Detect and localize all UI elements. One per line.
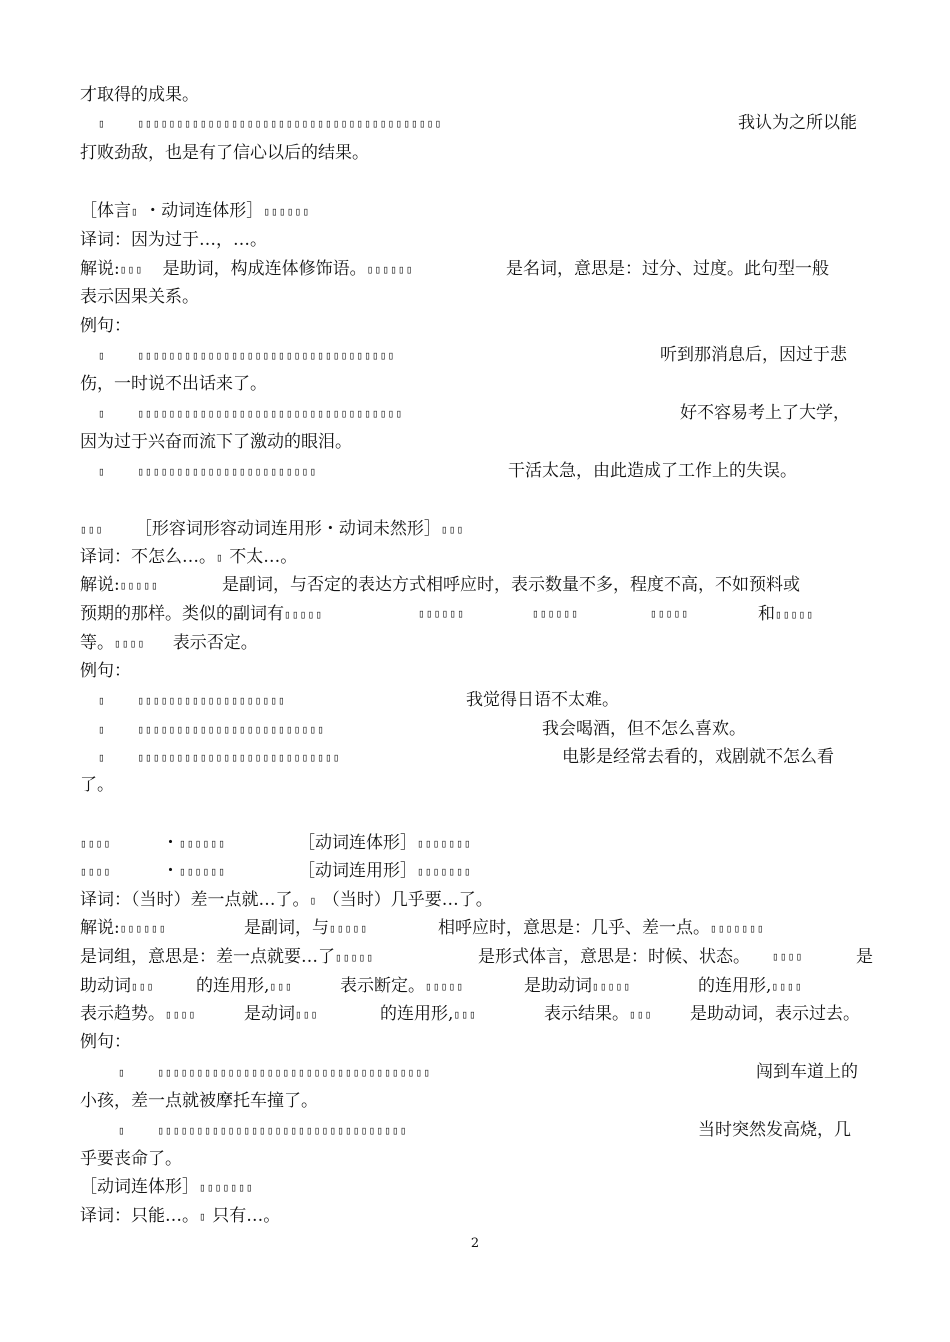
missing-glyph-run: ▯▯▯▯▯▯▯: [710, 922, 765, 935]
missing-glyph-run: ▯▯▯▯▯▯▯▯▯▯▯▯▯▯▯▯▯▯▯▯▯▯▯▯▯▯▯▯▯▯▯▯▯▯▯: [157, 1066, 432, 1079]
missing-glyph-run: ▯▯▯▯▯▯▯: [199, 1181, 254, 1194]
missing-glyph-run: ▯▯▯▯▯▯: [119, 922, 167, 935]
missing-glyph-run: ▯▯▯▯▯▯: [532, 607, 579, 620]
missing-glyph-run: ▯▯▯: [440, 523, 465, 536]
heading-text: ［动词连体形］: [80, 1177, 199, 1197]
missing-glyph-run: ▯▯▯▯▯: [335, 951, 375, 964]
yi-text: 只有…。: [212, 1206, 281, 1226]
missing-glyph-run: ▯▯▯▯▯▯▯: [417, 865, 472, 878]
text-line: [80, 286, 872, 308]
explanation-text: 的连用形,▯▯▯▯: [698, 976, 803, 996]
missing-glyph-run: ▯▯▯▯▯▯: [263, 205, 311, 218]
example-sentence: [80, 1061, 872, 1084]
missing-glyph-run: ▯▯▯▯: [165, 1008, 197, 1021]
explanation-text: 相呼应时，意思是：几乎、差一点。▯▯▯▯▯▯▯: [438, 918, 765, 938]
yi-text: 译词：只能…。: [80, 1206, 199, 1226]
heading-sep: ・▯▯▯▯▯▯: [162, 861, 226, 881]
missing-glyph-run: ▯▯▯: [453, 1008, 477, 1021]
explanation-text: 是动词▯▯▯: [244, 1004, 319, 1024]
translation-text: 电影是经常去看的，戏剧就不怎么看: [562, 747, 834, 767]
explanation-text: 表示否定。: [172, 633, 258, 653]
explanation-text: 表示结果。▯▯▯: [544, 1004, 653, 1024]
missing-glyph-bullet: ▯: [118, 1066, 126, 1079]
translation-text: 乎要丧命了。: [80, 1149, 182, 1169]
translation-text: 我会喝酒，但不怎么喜欢。: [542, 719, 746, 739]
example-sentence: [80, 1119, 872, 1142]
missing-glyph-run: ▯▯▯▯▯▯: [179, 865, 226, 878]
example-label: 例句：: [80, 1032, 131, 1052]
missing-glyph-bullet: ▯: [98, 407, 106, 420]
missing-glyph: ▯: [131, 205, 139, 218]
missing-glyph-run: ▯▯▯▯▯: [425, 980, 465, 993]
text-line: [80, 142, 872, 164]
heading-text: ［形容词形容动词连用形・动词未然形］: [134, 519, 441, 539]
missing-glyph-run: ▯▯▯▯▯: [592, 980, 632, 993]
example-sentence: [80, 718, 872, 741]
translation-text: 听到那消息后，因过于悲: [660, 345, 847, 365]
example-label: 例句：: [80, 661, 131, 681]
missing-glyph-run: ▯▯▯▯: [772, 950, 804, 963]
missing-glyph-run: ▯▯▯▯▯▯▯▯▯▯▯▯▯▯▯▯▯▯▯▯▯▯▯▯▯▯▯▯▯▯▯▯▯▯▯▯▯▯▯: [137, 117, 443, 130]
missing-glyph-run: ▯▯▯▯▯: [119, 579, 159, 592]
missing-glyph: ▯: [216, 551, 224, 564]
missing-glyph-run: ▯▯▯: [269, 980, 293, 993]
explanation-line: [80, 917, 872, 940]
heading-text: ［动词连用形］▯▯▯▯▯▯▯: [298, 861, 472, 881]
translation-text: 我觉得日语不太难。: [466, 690, 619, 710]
missing-glyph-run: ▯▯▯▯: [114, 637, 146, 650]
text-line: [80, 431, 872, 453]
pattern-heading: [80, 518, 872, 541]
pattern-heading: [80, 832, 872, 855]
translation-text: 因为过于兴奋而流下了激动的眼泪。: [80, 432, 352, 452]
missing-glyph-bullet: ▯: [98, 465, 106, 478]
missing-glyph-run: ▯▯▯▯▯: [284, 608, 324, 621]
explanation-text: 是副词，与▯▯▯▯▯: [244, 918, 369, 938]
missing-glyph: ▯: [309, 894, 318, 907]
explanation-line: [80, 574, 872, 597]
missing-glyph-run: ▯▯▯▯▯▯▯▯▯▯▯▯▯▯▯▯▯▯▯▯▯▯▯: [137, 465, 318, 478]
missing-glyph-run: ▯▯▯▯▯: [329, 922, 369, 935]
explanation-text: 表示断定。▯▯▯▯▯: [340, 976, 465, 996]
explanation-text: 是助动词，表示过去。: [690, 1004, 860, 1024]
explanation-line: [80, 946, 872, 969]
example-sentence: [80, 112, 872, 135]
missing-glyph-run: ▯▯▯▯▯▯: [366, 263, 414, 276]
explanation-text: 是形式体言，意思是：时候、状态。: [478, 947, 750, 967]
explanation-text: 是名词，意思是：过分、过度。此句型一般: [506, 259, 829, 279]
yi-text: 译词：因为过于…，…。: [80, 230, 267, 250]
translation-text: 当时突然发高烧，几: [698, 1120, 851, 1140]
missing-glyph-run: ▯▯▯: [119, 263, 144, 276]
missing-glyph-run: ▯▯▯▯▯▯▯: [417, 837, 472, 850]
missing-glyph-run: ▯▯▯: [131, 980, 155, 993]
translation-line: [80, 1205, 872, 1228]
translation-text: 我认为之所以能: [738, 113, 857, 133]
text-line: [80, 1031, 872, 1053]
text-line: [80, 1090, 872, 1112]
example-label: 例句：: [80, 316, 131, 336]
missing-glyph-run: ▯▯▯▯▯▯▯▯▯▯▯▯▯▯▯▯▯▯▯▯▯▯▯▯▯▯▯▯▯▯▯▯▯▯: [137, 407, 404, 420]
missing-glyph-bullet: ▯: [98, 694, 106, 707]
translation-text: 打败劲敌，也是有了信心以后的结果。: [80, 143, 369, 163]
missing-glyph-bullet: ▯: [118, 1124, 126, 1137]
example-sentence: [80, 460, 872, 483]
label: 解说:: [80, 918, 120, 938]
pattern-heading: [80, 860, 872, 883]
missing-glyph-run: ▯▯▯▯▯▯▯▯▯▯▯▯▯▯▯▯▯▯▯▯▯▯▯▯▯▯: [137, 751, 341, 764]
translation-text: 小孩，差一点就被摩托车撞了。: [80, 1091, 318, 1111]
missing-glyph-run: ▯▯▯▯▯: [775, 608, 815, 621]
explanation-text: 助动词: [80, 976, 131, 996]
and-text: 和▯▯▯▯▯: [758, 604, 815, 624]
missing-glyph-run: ▯▯▯▯▯▯▯▯▯▯▯▯▯▯▯▯▯▯▯▯▯▯▯▯▯▯▯▯▯▯▯▯: [157, 1124, 408, 1137]
missing-glyph-run: ▯▯▯▯: [771, 980, 803, 993]
example-sentence: [80, 689, 872, 712]
yi-text: 译词：（当时）差一点就…了。: [80, 890, 310, 910]
example-sentence: [80, 746, 872, 769]
explanation-text: 是助词，构成连体修饰语。: [162, 259, 367, 279]
explanation-text: 等。: [80, 633, 114, 653]
translation-text: 伤，一时说不出话来了。: [80, 374, 267, 394]
explanation-text: 是副词，与否定的表达方式相呼应时，表示数量不多，程度不高，不如预料或: [222, 575, 800, 595]
explanation-line: [80, 1003, 872, 1026]
missing-glyph-run: ▯▯▯: [80, 523, 104, 536]
missing-glyph-run: ▯▯▯▯: [80, 865, 112, 878]
translation-line: [80, 546, 872, 569]
heading-text: ［体言: [80, 201, 131, 221]
text-line: [80, 660, 872, 682]
missing-glyph: ▯: [199, 1210, 207, 1223]
yi-text: 不太…。: [229, 547, 298, 567]
translation-text: 闯到车道上的: [756, 1062, 858, 1082]
explanation-text: 的连用形,▯▯▯: [196, 976, 293, 996]
missing-glyph-run: ▯▯▯▯▯▯: [179, 837, 226, 850]
explanation-line: [80, 632, 872, 655]
missing-glyph-bullet: ▯: [98, 723, 106, 736]
missing-glyph-bullet: ▯: [98, 751, 106, 764]
label: 解说:: [80, 575, 120, 595]
explanation-text: 预期的那样。类似的副词有: [80, 604, 284, 624]
explanation-text: 是: [856, 947, 873, 967]
yi-text: （当时）几乎要…了。: [322, 890, 493, 910]
yi-text: 译词：不怎么…。: [80, 547, 216, 567]
translation-text: 了。: [80, 775, 114, 795]
heading-text: ［动词连体形］▯▯▯▯▯▯▯: [298, 833, 472, 853]
text-line: [80, 315, 872, 337]
page-number: 2: [470, 1236, 480, 1251]
missing-glyph-run: ▯▯▯▯▯: [650, 607, 690, 620]
explanation-text: 是助动词▯▯▯▯▯: [524, 976, 632, 996]
heading-text: ・动词连体形］: [144, 201, 264, 221]
translation-line: [80, 889, 872, 912]
missing-glyph-run: ▯▯▯: [629, 1008, 653, 1021]
paragraph-text: 才取得的成果。: [80, 85, 199, 105]
explanation-line: [80, 975, 872, 998]
pattern-heading: [80, 1176, 872, 1199]
translation-line: [80, 229, 872, 251]
example-sentence: [80, 344, 872, 367]
text-line: [80, 84, 872, 106]
text-line: [80, 774, 872, 796]
missing-glyph-run: ▯▯▯▯▯▯: [418, 607, 465, 620]
missing-glyph-run: ▯▯▯▯▯▯▯▯▯▯▯▯▯▯▯▯▯▯▯▯▯▯▯▯: [137, 723, 325, 736]
heading-sep: ・▯▯▯▯▯▯: [162, 833, 226, 853]
missing-glyph-bullet: ▯: [98, 349, 106, 362]
missing-glyph-run: ▯▯▯▯▯▯▯▯▯▯▯▯▯▯▯▯▯▯▯▯▯▯▯▯▯▯▯▯▯▯▯▯▯: [137, 349, 396, 362]
translation-text: 干活太急，由此造成了工作上的失误。: [508, 461, 797, 481]
missing-glyph-run: ▯▯▯: [295, 1008, 319, 1021]
explanation-text: 的连用形,▯▯▯: [380, 1004, 477, 1024]
text-line: [80, 1148, 872, 1170]
explanation-text: 是词组，意思是：差一点就要…了: [80, 947, 335, 967]
label: 解说:: [80, 259, 120, 279]
missing-glyph-run: ▯▯▯▯: [80, 837, 112, 850]
pattern-heading: [80, 200, 872, 223]
explanation-line: [80, 258, 872, 281]
explanation-text: 表示因果关系。: [80, 287, 199, 307]
translation-text: 好不容易考上了大学，: [680, 403, 850, 423]
missing-glyph-run: ▯▯▯▯▯▯▯▯▯▯▯▯▯▯▯▯▯▯▯: [137, 694, 286, 707]
example-sentence: [80, 402, 872, 425]
text-line: [80, 373, 872, 395]
missing-glyph-bullet: ▯: [98, 117, 106, 130]
explanation-line: [80, 603, 872, 626]
explanation-text: 表示趋势。: [80, 1004, 165, 1024]
